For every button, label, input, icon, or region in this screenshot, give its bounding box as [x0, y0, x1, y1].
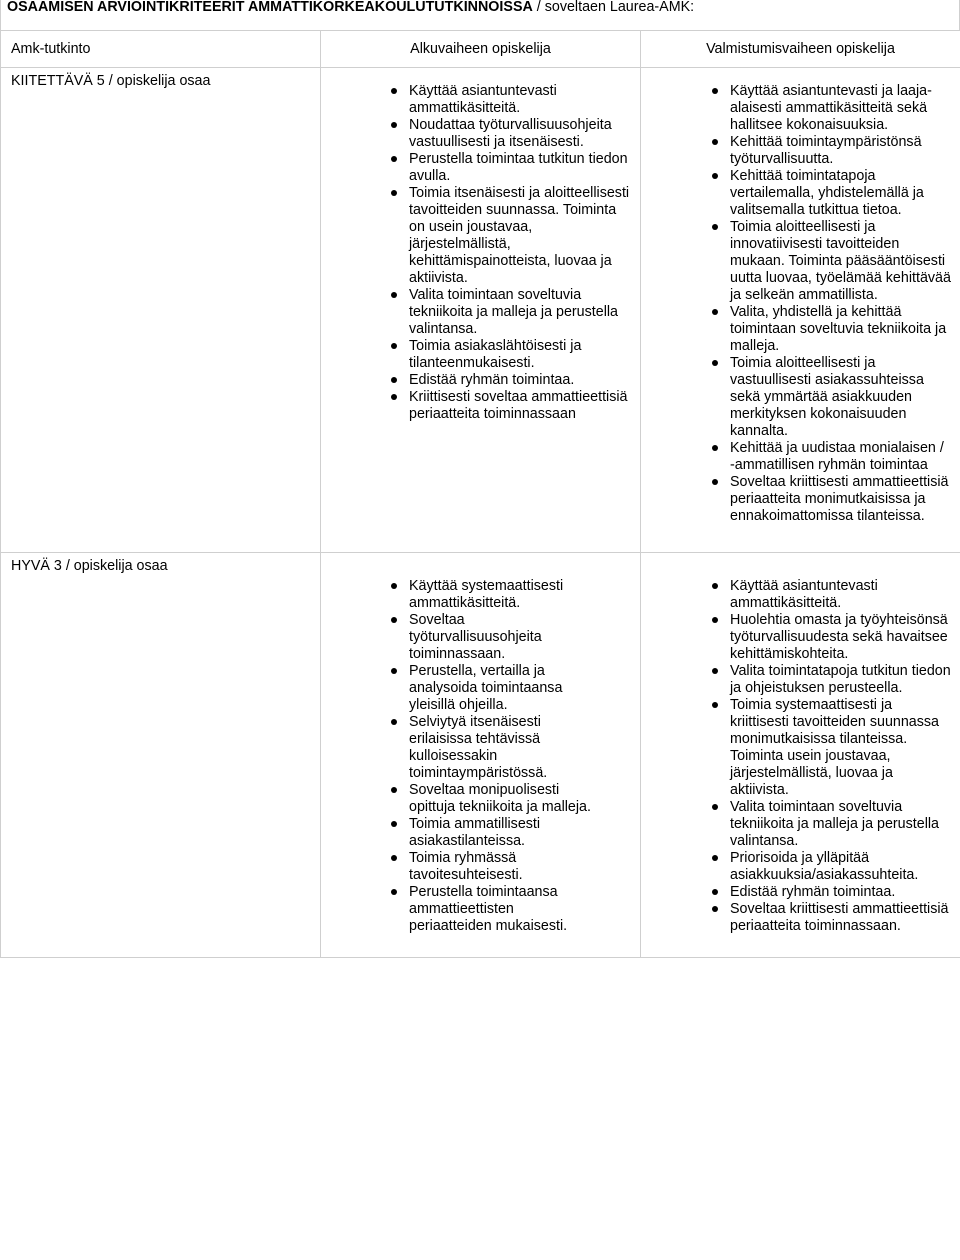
- list-item: Toimia ammatillisesti asiakastilanteissa.: [385, 816, 600, 850]
- list-item: Valita toimintaan soveltuvia tekniikoita ja malleja ja perustella valintansa.: [385, 287, 630, 338]
- column-header-degree: Amk-tutkinto: [1, 31, 321, 68]
- list-item: Kehittää toimintatapoja vertailemalla, yhdistelemällä ja valitsemalla tutkittua tietoa.: [706, 168, 952, 219]
- list-item: Toimia itsenäisesti ja aloitteellisesti tavoitteiden suunnassa. Toiminta on usein joustavaa, järjestelmällistä, kehittämispainotteista, luovaa ja aktiivista.: [385, 185, 630, 287]
- column-header-final: Valmistumisvaiheen opiskelija: [641, 31, 960, 68]
- list-item: Valita, yhdistellä ja kehittää toimintaan soveltuvia tekniikoita ja malleja.: [706, 304, 952, 355]
- list-item: Käyttää systemaattisesti ammattikäsitteitä.: [385, 578, 600, 612]
- early-criteria-list: [321, 68, 640, 423]
- table-row: [1, 68, 960, 553]
- level-label: KIITETTÄVÄ 5 / opiskelija osaa: [11, 73, 211, 89]
- level-label: HYVÄ 3 / opiskelija osaa: [11, 558, 168, 574]
- list-item: Toimia aloitteellisesti ja innovatiivisesti tavoitteiden mukaan. Toiminta pääsääntöisesti uutta luovaa, työelämää kehittävää ja selkeän ammatillista.: [706, 219, 952, 304]
- document-title-rest: / soveltaen Laurea-AMK:: [532, 0, 695, 15]
- document-title: [0, 0, 960, 30]
- list-item: Toimia ryhmässä tavoitesuhteisesti.: [385, 850, 600, 884]
- final-criteria-cell: [641, 553, 960, 958]
- list-item: Käyttää asiantuntevasti ja laaja-alaisesti ammattikäsitteitä sekä hallitsee kokonaisuuksia.: [706, 83, 952, 134]
- list-item: Huolehtia omasta ja työyhteisönsä työturvallisuudesta sekä havaitsee kehittämiskohteita.: [706, 612, 952, 663]
- early-criteria-list: [321, 553, 640, 935]
- list-item: Noudattaa työturvallisuusohjeita vastuullisesti ja itsenäisesti.: [385, 117, 630, 151]
- list-item: Perustella toimintaansa ammattieettisten periaatteiden mukaisesti.: [385, 884, 600, 935]
- list-item: Soveltaa kriittisesti ammattieettisiä periaatteita toiminnassaan.: [706, 901, 952, 935]
- column-header-early: Alkuvaiheen opiskelija: [321, 31, 641, 68]
- list-item: Kehittää toimintaympäristönsä työturvallisuutta.: [706, 134, 952, 168]
- list-item: Kriittisesti soveltaa ammattieettisiä periaatteita toiminnassaan: [385, 389, 630, 423]
- list-item: Käyttää asiantuntevasti ammattikäsitteitä.: [706, 578, 952, 612]
- table-header-row: [1, 31, 960, 68]
- list-item: Valita toimintaan soveltuvia tekniikoita ja malleja ja perustella valintansa.: [706, 799, 952, 850]
- list-item: Edistää ryhmän toimintaa.: [385, 372, 630, 389]
- list-item: Toimia systemaattisesti ja kriittisesti tavoitteiden suunnassa monimutkaisissa tilanteissa. Toiminta usein joustavaa, järjestelmällistä, luovaa ja aktiivista.: [706, 697, 952, 799]
- document-title-bold: OSAAMISEN ARVIOINTIKRITEERIT AMMATTIKORKEAKOULUTUTKINNOISSA: [7, 0, 533, 15]
- final-criteria-list: [641, 68, 960, 525]
- list-item: Priorisoida ja ylläpitää asiakkuuksia/asiakassuhteita.: [706, 850, 952, 884]
- list-item: Soveltaa työturvallisuusohjeita toiminnassaan.: [385, 612, 600, 663]
- list-item: Valita toimintatapoja tutkitun tiedon ja ohjeistuksen perusteella.: [706, 663, 952, 697]
- list-item: Kehittää ja uudistaa monialaisen / -ammatillisen ryhmän toimintaa: [706, 440, 952, 474]
- list-item: Perustella, vertailla ja analysoida toimintaansa yleisillä ohjeilla.: [385, 663, 600, 714]
- early-criteria-cell: [321, 68, 641, 553]
- list-item: Edistää ryhmän toimintaa.: [706, 884, 952, 901]
- early-criteria-cell: [321, 553, 641, 958]
- list-item: Käyttää asiantuntevasti ammattikäsitteitä.: [385, 83, 630, 117]
- table-row: [1, 553, 960, 958]
- list-item: Soveltaa monipuolisesti opittuja tekniikoita ja malleja.: [385, 782, 600, 816]
- level-cell: [1, 553, 321, 958]
- list-item: Toimia aloitteellisesti ja vastuullisesti asiakassuhteissa sekä ymmärtää asiakkuuden merkityksen kokonaisuuden kannalta.: [706, 355, 952, 440]
- criteria-table: [0, 30, 960, 958]
- final-criteria-list: [641, 553, 960, 935]
- final-criteria-cell: [641, 68, 960, 553]
- list-item: Perustella toimintaa tutkitun tiedon avulla.: [385, 151, 630, 185]
- list-item: Selviytyä itsenäisesti erilaisissa tehtävissä kulloisessakin toimintaympäristössä.: [385, 714, 600, 782]
- list-item: Soveltaa kriittisesti ammattieettisiä periaatteita monimutkaisissa ja ennakoimattomissa tilanteissa.: [706, 474, 952, 525]
- level-cell: [1, 68, 321, 553]
- list-item: Toimia asiakaslähtöisesti ja tilanteenmukaisesti.: [385, 338, 630, 372]
